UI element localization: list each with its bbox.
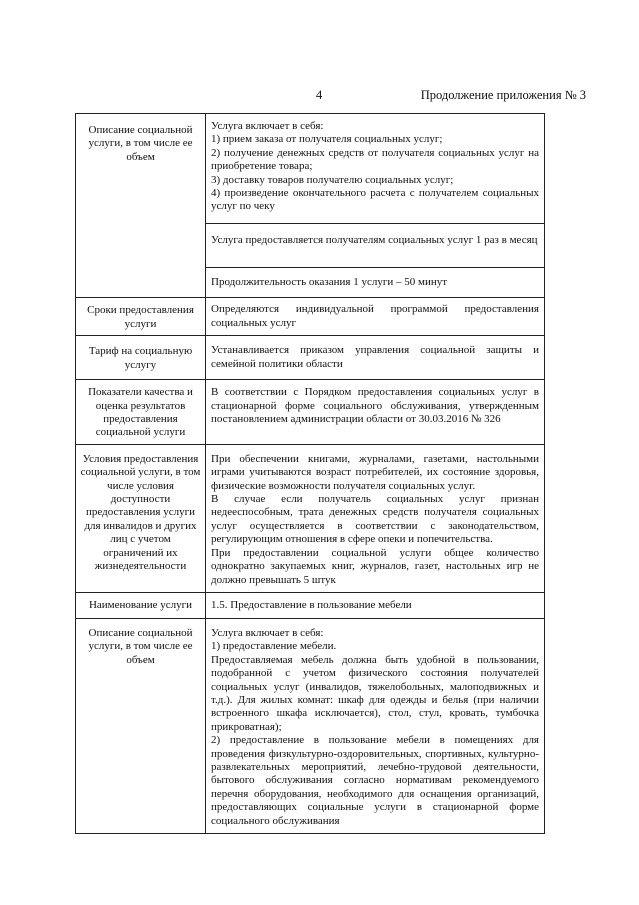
table-row xyxy=(76,380,545,445)
table-row xyxy=(76,336,545,380)
list-item: 3) доставку товаров получателю социальных услуг; xyxy=(211,173,454,186)
row-label: Описание социальной услуги, в том числе ее объем xyxy=(76,618,206,833)
paragraph: При обеспечении книгами, журналами, газетами, настольными играми учитываются возраст потребителей, их состояние здоровья, физические возможности получателя социальных услуг. xyxy=(211,452,539,492)
paragraph: Предоставляемая мебель должна быть удобной в пользовании, подобранной с учетом физического состояния получателей социальных услуг (инвалидов, тяжелобольных, малоподвижных и т.д.). Для жилых комнат: шкаф для одежды и белья (при наличии встроенного шкафа исключается), стол, стул, кровать, тумбочка прикроватная); xyxy=(211,653,539,733)
list-item: 4) произведение окончательного расчета с получателем социальных услуг по чеку xyxy=(211,187,539,213)
row-value xyxy=(206,444,545,592)
list-item: 1) прием заказа от получателя социальных услуг; xyxy=(211,133,443,146)
paragraph: При предоставлении социальной услуги общее количество однократно закупаемых книг, журналов, газет, настольных игр не должно превышать 5 штук xyxy=(211,546,539,586)
paragraph: Услуга включает в себя: xyxy=(211,626,324,639)
list-item: 2) получение денежных средств от получателя социальных услуг на приобретение товара; xyxy=(211,146,539,173)
row-description xyxy=(206,114,545,224)
list-item: Услуга включает в себя: xyxy=(211,120,324,132)
row-label: Тариф на социальную услугу xyxy=(76,336,206,380)
service-frequency: Услуга предоставляется получателям социальных услуг 1 раз в месяц xyxy=(206,224,545,268)
row-label: Описание социальной услуги, в том числе ее объем xyxy=(76,114,206,298)
table-row xyxy=(76,592,545,618)
service-duration: Продолжительность оказания 1 услуги – 50 минут xyxy=(206,268,545,298)
row-label: Сроки предоставления услуги xyxy=(76,298,206,336)
table-row xyxy=(76,444,545,592)
appendix-continuation-label: Продолжение приложения № 3 xyxy=(420,88,586,102)
row-value: Определяются индивидуальной программой предоставления социальных услуг xyxy=(206,298,545,336)
page-number: 4 xyxy=(316,88,323,102)
paragraph: 1) предоставление мебели. xyxy=(211,640,337,653)
row-value xyxy=(206,618,545,833)
row-value: Устанавливается приказом управления социальной защиты и семейной политики области xyxy=(206,336,545,380)
row-value: В соответствии с Порядком предоставления социальных услуг в стационарной форме социального обслуживания, утвержденным постановлением администрации области от 30.03.2016 № 326 xyxy=(206,380,545,445)
paragraph: 2) предоставление в пользование мебели в помещениях для проведения физкультурно-оздоровительных, спортивных, культурно-развлекательных мероприятий, лечебно-трудовой деятельности, бытового обслуживания согласно нормативам рекомендуемого перечня оборудования, необходимого для оснащения организаций, предоставляющих социальные услуги в стационарной форме социального обслуживания xyxy=(211,734,539,827)
table-row xyxy=(76,618,545,833)
row-label: Показатели качества и оценка результатов предоставления социальной услуги xyxy=(76,380,206,445)
paragraph: В случае если получатель социальных услуг признан недееспособным, трата денежных средств получателя социальных услуг осуществляется в соответствии с законодательством, регулирующим отношения в сфере опеки и попечительства. xyxy=(211,493,539,546)
services-table xyxy=(75,113,545,834)
table-row xyxy=(76,298,545,336)
row-label: Наименование услуги xyxy=(76,592,206,618)
table-row xyxy=(76,114,545,224)
row-label: Условия предоставления социальной услуги, в том числе условия доступности предоставления услуги для инвалидов и других лиц с учетом ограничений их жизнедеятельности xyxy=(76,444,206,592)
row-value: 1.5. Предоставление в пользование мебели xyxy=(206,592,545,618)
